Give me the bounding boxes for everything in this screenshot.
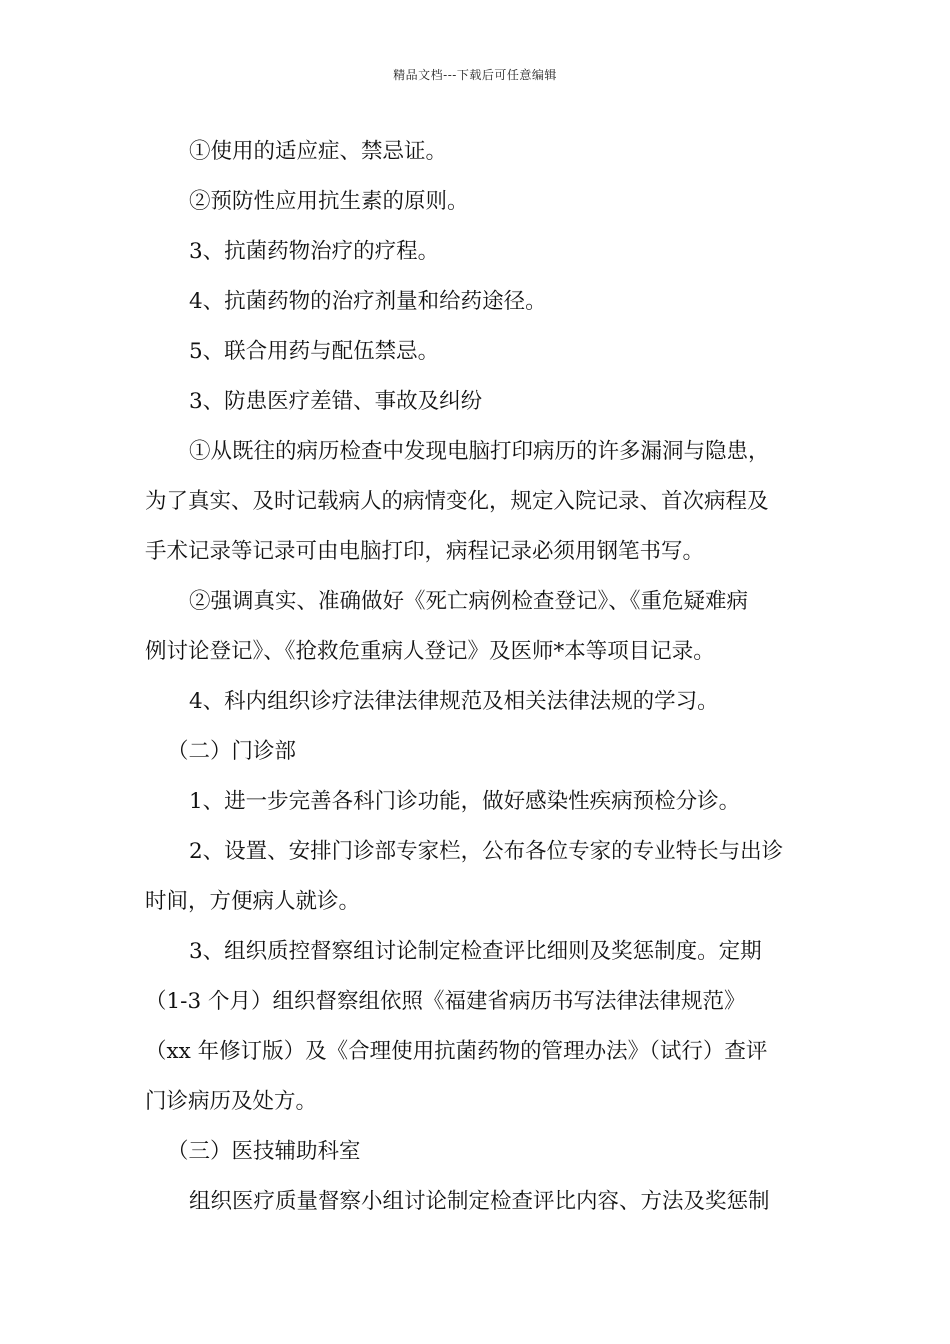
paragraph-line: 门诊病历及处方。 [145,1089,318,1114]
paragraph-line: ②预防性应用抗生素的原则。 [189,189,469,214]
paragraph-line: 3、抗菌药物治疗的疗程。 [189,239,440,264]
paragraph-line: 例讨论登记》、《抢救危重病人登记》及医师*本等项目记录。 [145,639,715,664]
document-body [145,132,810,1232]
paragraph-line: （1-3 个月）组织督察组依照《福建省病历书写法律法律规范》 [145,989,746,1014]
paragraph-line: 时间，方便病人就诊。 [145,889,361,914]
paragraph-line: ②强调真实、准确做好《死亡病例检查登记》、《重危疑难病 [189,589,749,614]
paragraph-line: 4、科内组织诊疗法律法律规范及相关法律法规的学习。 [189,689,719,714]
section-heading: （三）医技辅助科室 [167,1139,361,1164]
paragraph-line: 4、抗菌药物的治疗剂量和给药途径。 [189,289,547,314]
page-header: 精品文档---下载后可任意编辑 [393,68,557,82]
paragraph-line: （xx 年修订版）及《合理使用抗菌药物的管理办法》（试行）查评 [145,1039,768,1064]
paragraph-line: 为了真实、及时记载病人的病情变化，规定入院记录、首次病程及 [145,489,769,514]
section-heading: 3、防患医疗差错、事故及纠纷 [189,389,483,414]
section-heading: （二）门诊部 [167,739,297,764]
paragraph-line: 组织医疗质量督察小组讨论制定检查评比内容、方法及奖惩制 [189,1189,770,1214]
paragraph-line: 手术记录等记录可由电脑打印，病程记录必须用钢笔书写。 [145,539,705,564]
paragraph-line: 2、设置、安排门诊部专家栏，公布各位专家的专业特长与出诊 [189,839,784,864]
paragraph-line: 3、组织质控督察组讨论制定检查评比细则及奖惩制度。定期 [189,939,762,964]
paragraph-line: ①使用的适应症、禁忌证。 [189,139,448,164]
paragraph-line: 1、进一步完善各科门诊功能，做好感染性疾病预检分诊。 [189,789,741,814]
paragraph-line: ①从既往的病历检查中发现电脑打印病历的许多漏洞与隐患， [189,439,770,464]
paragraph-line: 5、联合用药与配伍禁忌。 [189,339,440,364]
